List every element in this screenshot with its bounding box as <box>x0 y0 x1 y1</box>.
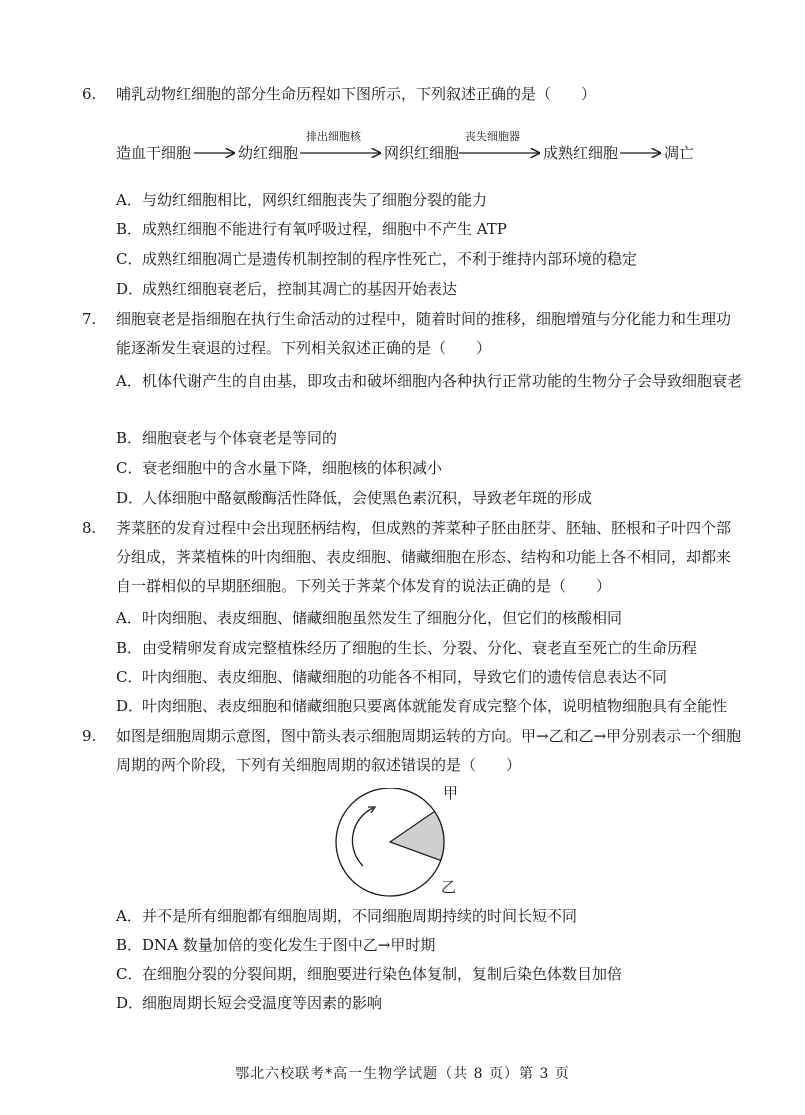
option-text: 在细胞分裂的分裂间期，细胞要进行染色体复制，复制后染色体数目加倍 <box>142 965 623 983</box>
question-9 <box>82 722 742 780</box>
option-text: 并不是所有细胞都有细胞周期，不同细胞周期持续的时间长短不同 <box>142 907 578 925</box>
option-text: 成熟红细胞衰老后，控制其凋亡的基因开始表达 <box>142 280 458 298</box>
phase-wedge <box>390 811 444 860</box>
q8-option-a <box>116 604 756 633</box>
q6-option-b <box>116 215 756 244</box>
option-text: 成熟红细胞不能进行有氧呼吸过程，细胞中不产生 ATP <box>142 220 507 238</box>
option-letter: D． <box>116 697 144 715</box>
option-text: 细胞衰老与个体衰老是等同的 <box>142 429 338 447</box>
question-number: 9. <box>82 727 97 745</box>
q7-option-a <box>116 367 756 396</box>
page-footer: 鄂北六校联考*高一生物学试题（共 8 页）第 3 页 <box>235 1066 570 1082</box>
flow-node-mature-rbc: 成熟红细胞 <box>543 144 619 162</box>
q6-option-d <box>116 275 756 304</box>
flow-label-lose-organelles: 丧失细胞器 <box>465 130 520 143</box>
question-6 <box>82 80 742 109</box>
q8-option-c <box>116 663 756 692</box>
option-text: 与幼红细胞相比，网织红细胞丧失了细胞分裂的能力 <box>142 191 488 209</box>
red-cell-flow-diagram <box>116 128 736 168</box>
question-7 <box>82 305 742 363</box>
cell-cycle-diagram <box>325 784 465 898</box>
option-letter: B． <box>116 936 143 954</box>
option-letter: B． <box>116 429 143 447</box>
option-letter: C． <box>116 668 143 686</box>
option-text: 叶肉细胞、表皮细胞和储藏细胞只要离体就能发育成完整个体，说明植物细胞具有全能性 <box>142 697 728 715</box>
q9-option-b <box>116 931 756 960</box>
option-letter: B． <box>116 639 143 657</box>
question-stem: 细胞衰老是指细胞在执行生命活动的过程中，随着时间的推移，细胞增殖与分化能力和生理功能逐渐发生衰退的过程。下列相关叙述正确的是（ ） <box>116 310 732 357</box>
option-letter: A． <box>116 191 142 209</box>
option-letter: C． <box>116 250 143 268</box>
option-text: 叶肉细胞、表皮细胞、储藏细胞虽然发生了细胞分化，但它们的核酸相同 <box>142 609 623 627</box>
option-letter: D． <box>116 489 144 507</box>
option-letter: A． <box>116 907 142 925</box>
option-letter: A． <box>116 609 142 627</box>
label-jia: 甲 <box>443 784 459 802</box>
label-yi: 乙 <box>441 878 457 896</box>
option-text: 衰老细胞中的含水量下降，细胞核的体积减小 <box>142 459 443 477</box>
q8-option-b <box>116 634 756 663</box>
option-letter: D． <box>116 280 144 298</box>
option-letter: D． <box>116 994 144 1012</box>
flow-node-young-rbc: 幼红细胞 <box>238 144 299 162</box>
option-text: 机体代谢产生的自由基，即攻击和破坏细胞内各种执行正常功能的生物分子会导致细胞衰老 <box>142 372 743 390</box>
option-letter: C． <box>116 459 143 477</box>
flow-label-expel-nucleus: 排出细胞核 <box>306 130 361 143</box>
option-text: DNA 数量加倍的变化发生于图中乙→甲时期 <box>142 936 436 954</box>
q7-option-b <box>116 424 756 453</box>
question-number: 6. <box>82 85 97 103</box>
question-8 <box>82 514 742 601</box>
question-stem: 哺乳动物红细胞的部分生命历程如下图所示，下列叙述正确的是（ ） <box>116 85 597 103</box>
q8-option-d <box>116 692 756 721</box>
option-text: 叶肉细胞、表皮细胞、储藏细胞的功能各不相同，导致它们的遗传信息表达不同 <box>142 668 668 686</box>
flow-node-apoptosis: 凋亡 <box>664 144 695 162</box>
option-letter: B． <box>116 220 143 238</box>
option-text: 成熟红细胞凋亡是遗传机制控制的程序性死亡，不利于维持内部环境的稳定 <box>142 250 638 268</box>
option-text: 人体细胞中酪氨酸酶活性降低，会使黑色素沉积，导致老年斑的形成 <box>142 489 593 507</box>
option-letter: A． <box>116 372 142 390</box>
option-letter: C． <box>116 965 143 983</box>
q7-option-c <box>116 454 756 483</box>
q6-option-c <box>116 245 756 274</box>
question-number: 7. <box>82 310 97 328</box>
flow-node-reticulocyte: 网织红细胞 <box>384 144 460 162</box>
question-number: 8. <box>82 519 97 537</box>
question-stem: 如图是细胞周期示意图，图中箭头表示细胞周期运转的方向。甲→乙和乙→甲分别表示一个细胞周期的两个阶段，下列有关细胞周期的叙述错误的是（ ） <box>116 727 742 774</box>
option-text: 由受精卵发育成完整植株经历了细胞的生长、分裂、分化、衰老直至死亡的生命历程 <box>142 639 698 657</box>
q6-option-a <box>116 186 756 215</box>
q9-option-d <box>116 989 756 1018</box>
option-text: 细胞周期长短会受温度等因素的影响 <box>142 994 383 1012</box>
cycle-direction-arrow <box>352 808 373 866</box>
question-stem: 荠菜胚的发育过程中会出现胚柄结构，但成熟的荠菜种子胚由胚芽、胚轴、胚根和子叶四个部分组成，荠菜植株的叶肉细胞、表皮细胞、储藏细胞在形态、结构和功能上各不相同，却都来自一群相似的早期胚细胞。下列关于荠菜个体发育的说法正确的是（ ） <box>116 519 732 595</box>
q9-option-c <box>116 960 756 989</box>
flow-node-hsc: 造血干细胞 <box>116 144 192 162</box>
q9-option-a <box>116 902 756 931</box>
q7-option-d <box>116 484 756 513</box>
